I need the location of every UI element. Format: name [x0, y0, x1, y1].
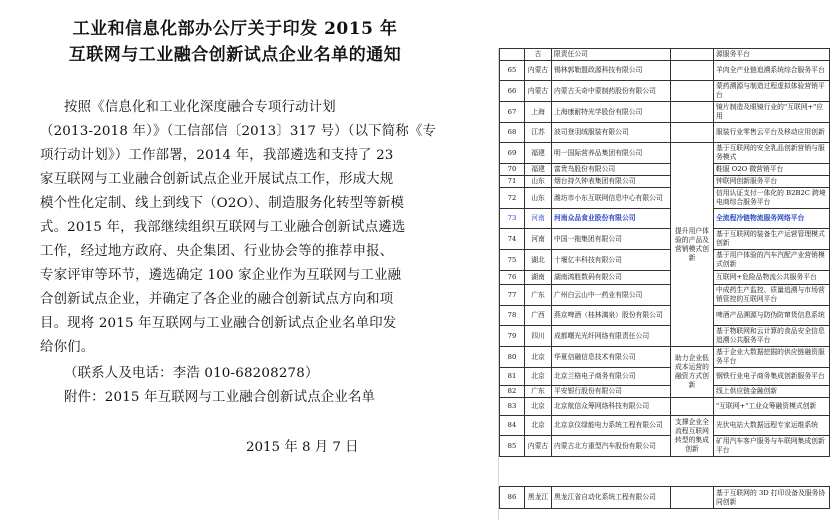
- row-company: 内蒙古北方重型汽车股份有限公司: [552, 436, 671, 457]
- table-row: [500, 209, 830, 229]
- row-province: 山东: [525, 188, 552, 209]
- row-company: 黑龙江省自动化系统工程有限公司: [552, 487, 671, 509]
- row-direction: 支撑企业全流程互联网转型的集成创新: [671, 416, 714, 457]
- row-province: 四川: [525, 326, 552, 347]
- row-direction: [671, 61, 714, 81]
- row-project: 钢铁行业电子商务集成创新服务平台: [714, 368, 830, 386]
- row-project: 线上供应链金融创新: [714, 386, 830, 398]
- table-row: [500, 49, 830, 61]
- table-row: [500, 347, 830, 368]
- row-province: 江苏: [525, 123, 552, 143]
- row-number: 76: [500, 271, 525, 285]
- table-row: [500, 436, 830, 457]
- row-project: "互联网+"工业众筹融资模式创新: [714, 398, 830, 416]
- body-line: 式。2015 年，我部继续组织互联网与工业融合创新试点遴选: [40, 220, 406, 235]
- attachment-line: 附件：2015 年互联网与工业融合创新试点企业名单: [64, 390, 376, 405]
- body-line: 目。现将 2015 年互联网与工业融合创新试点企业名单印发: [40, 316, 397, 331]
- body-line: 合创新试点企业，并确定了各企业的融合创新试点方向和项: [40, 292, 394, 307]
- row-number: 67: [500, 102, 525, 123]
- table-row: [500, 416, 830, 436]
- table-row: [500, 164, 830, 176]
- row-number: 83: [500, 398, 525, 416]
- row-company: 北京航信众筹网络科技有限公司: [552, 398, 671, 416]
- body-line: 项行动计划》）工作部署，2014 年，我部遴选和支持了 23: [40, 148, 394, 163]
- row-project: 矿用汽车客户服务与车联网集成创新平台: [714, 436, 830, 457]
- row-project: 中成药生产监控、质量追溯与市场营销管控的互联网平台: [714, 285, 830, 306]
- row-province: 福建: [525, 143, 552, 164]
- row-company: 华夏信融信息技术有限公司: [552, 347, 671, 368]
- row-direction: 助力企业低成本运营的融资方式创新: [671, 347, 714, 398]
- row-project: 服装行业零售云平台及移动应用创新: [714, 123, 830, 143]
- row-project: 鞋服 O2O 微营销平台: [714, 164, 830, 176]
- row-direction: [671, 81, 714, 102]
- table-row: [500, 250, 830, 271]
- row-project: 啤酒产品溯源与防伪防窜货信息系统: [714, 306, 830, 326]
- row-company: 成都曙光光纤网络有限责任公司: [552, 326, 671, 347]
- row-number: 81: [500, 368, 525, 386]
- row-number: 68: [500, 123, 525, 143]
- body-line: 按照《信息化和工业化深度融合专项行动计划: [64, 100, 336, 115]
- table-row: [500, 368, 830, 386]
- row-province: 黑龙江: [525, 487, 552, 509]
- row-number: 84: [500, 416, 525, 436]
- row-company: 广州白云山中一药业有限公司: [552, 285, 671, 306]
- row-number: 71: [500, 176, 525, 188]
- row-number: [500, 49, 525, 61]
- table-row: [500, 229, 830, 250]
- row-direction: [671, 123, 714, 143]
- row-project: 基于企业大数据挖掘的供应链融资服务平台: [714, 347, 830, 368]
- row-province: 内蒙古: [525, 436, 552, 457]
- row-province: 内蒙古: [525, 61, 552, 81]
- row-project: 羊肉全产业链追溯系统综合服务平台: [714, 61, 830, 81]
- notice-title-line-2: 互联网与工业融合创新试点企业名单的通知: [68, 45, 402, 65]
- table-row: [500, 285, 830, 306]
- row-project: 光伏电站大数据远程专家运维系统: [714, 416, 830, 436]
- table-row: [500, 143, 830, 164]
- table-row: [500, 123, 830, 143]
- row-company: 上海康耐特光学股份有限公司: [552, 102, 671, 123]
- row-province: 福建: [525, 164, 552, 176]
- row-province: 北京: [525, 398, 552, 416]
- row-project: 信用认证支付一体化的 B2B2C 跨境电商综合服务平台: [714, 188, 830, 209]
- row-direction: 提升用户体验的产品及营销模式创新: [671, 143, 714, 347]
- row-project: 互联网+危险品物流公共服务平台: [714, 271, 830, 285]
- row-province: 湖南: [525, 271, 552, 285]
- row-company: 十堰亿丰科技有限公司: [552, 250, 671, 271]
- row-province: 北京: [525, 416, 552, 436]
- row-province: 河南: [525, 209, 552, 229]
- row-province: 山东: [525, 176, 552, 188]
- row-number: 77: [500, 285, 525, 306]
- row-company: 明一国际营养品集团有限公司: [552, 143, 671, 164]
- row-province: 古: [525, 49, 552, 61]
- company-list-page: [498, 48, 826, 520]
- notice-title-line-1: 工业和信息化部办公厅关于印发 2015 年: [72, 19, 398, 39]
- table-row: [500, 306, 830, 326]
- row-number: 72: [500, 188, 525, 209]
- contact-line: （联系人及电话：李浩 010-68208278）: [64, 366, 319, 381]
- row-company: 北京兰格电子商务有限公司: [552, 368, 671, 386]
- row-company: 潍坊市小东互联网信息中心有限公司: [552, 188, 671, 209]
- row-province: 内蒙古: [525, 81, 552, 102]
- row-province: 上海: [525, 102, 552, 123]
- table-row: [500, 61, 830, 81]
- row-project: 基于互联网的 3D 打印设备及服务协同创新: [714, 487, 830, 509]
- row-province: 湖北: [525, 250, 552, 271]
- row-number: 82: [500, 386, 525, 398]
- row-province: 北京: [525, 347, 552, 368]
- row-company: 燕京啤酒（桂林漓泉）股份有限公司: [552, 306, 671, 326]
- row-number: 74: [500, 229, 525, 250]
- row-number: 85: [500, 436, 525, 457]
- row-company: 富贵鸟股份有限公司: [552, 164, 671, 176]
- table-row: [500, 326, 830, 347]
- row-company: 中国一拖集团有限公司: [552, 229, 671, 250]
- row-province: 北京: [525, 368, 552, 386]
- row-company: 北京京仪绿能电力系统工程有限公司: [552, 416, 671, 436]
- table-row: [500, 271, 830, 285]
- row-direction: [671, 102, 714, 123]
- row-number: 65: [500, 61, 525, 81]
- row-company: 湖南鸿胜数码有限公司: [552, 271, 671, 285]
- row-project: 全流程冷链物流服务网络平台: [714, 209, 830, 229]
- row-company: 限责任公司: [552, 49, 671, 61]
- body-line: （2013-2018 年）》（工信部信〔2013〕317 号）（以下简称《专: [40, 124, 437, 139]
- row-project: 基于物联网和云计算的食品安全信息追溯公共服务平台: [714, 326, 830, 347]
- row-project: 源服务平台: [714, 49, 830, 61]
- row-project: 基于互联网的装备生产运营管理模式创新: [714, 229, 830, 250]
- row-direction: [671, 398, 714, 416]
- row-project: 镜片制造及眼镜行业的"互联网+"应用: [714, 102, 830, 123]
- table-row: [500, 81, 830, 102]
- row-province: 广西: [525, 306, 552, 326]
- row-number: 73: [500, 209, 525, 229]
- row-number: 78: [500, 306, 525, 326]
- row-company: 平安银行股份有限公司: [552, 386, 671, 398]
- row-number: 86: [500, 487, 525, 509]
- row-number: 80: [500, 347, 525, 368]
- row-direction: [671, 49, 714, 61]
- row-number: 70: [500, 164, 525, 176]
- table-row: [500, 188, 830, 209]
- row-company: 锡林郭勒盟政源科技有限公司: [552, 61, 671, 81]
- body-line: 给你们。: [40, 340, 95, 355]
- row-project: 钟联网创新服务平台: [714, 176, 830, 188]
- table-row: [500, 176, 830, 188]
- row-company: 内蒙古天奇中蒙制药股份有限公司: [552, 81, 671, 102]
- body-line: 专家评审等环节，遴选确定 100 家企业作为互联网与工业融: [40, 268, 402, 283]
- body-line: 工作，经过地方政府、央企集团、行业协会等的推荐申报、: [40, 244, 394, 259]
- row-number: 69: [500, 143, 525, 164]
- row-direction: [671, 487, 714, 509]
- row-province: 广东: [525, 285, 552, 306]
- row-project: 蒙药溯源与制造过程虚拟体验营销平台: [714, 81, 830, 102]
- row-company: 烟台持久钟表集团有限公司: [552, 176, 671, 188]
- company-table: [499, 48, 830, 457]
- row-province: 广东: [525, 386, 552, 398]
- row-number: 75: [500, 250, 525, 271]
- row-project: 基于用户体验的汽车汽配产业营销模式创新: [714, 250, 830, 271]
- body-line: 家互联网与工业融合创新试点企业开展试点工作，形成大规: [40, 172, 394, 187]
- table-row: [500, 487, 830, 509]
- table-row: [500, 102, 830, 123]
- row-province: 河南: [525, 229, 552, 250]
- table-row: [500, 398, 830, 416]
- row-number: 79: [500, 326, 525, 347]
- notice-date: 2015 年 8 月 7 日: [246, 440, 359, 455]
- table-row: [500, 386, 830, 398]
- body-line: 模个性化定制、线上到线下（O2O）、制造服务化转型等新模: [40, 196, 405, 211]
- company-table-continued: [499, 486, 830, 509]
- row-project: 基于互联网的安全乳品创新营销与服务模式: [714, 143, 830, 164]
- row-company: 波司登羽绒服装有限公司: [552, 123, 671, 143]
- row-company: 河南众品食业股份有限公司: [552, 209, 671, 229]
- row-number: 66: [500, 81, 525, 102]
